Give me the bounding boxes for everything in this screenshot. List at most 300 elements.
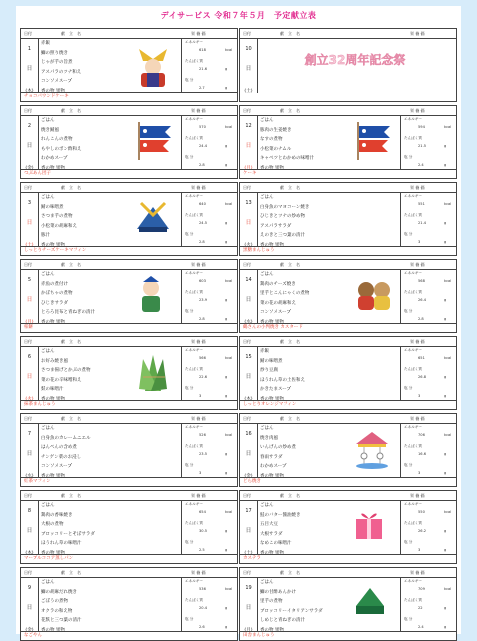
menu-item: 香の物 果物 [260,166,284,171]
nutrition-energy-label: エネルギー [185,348,203,352]
menu-item: 鶏肉の香味焼き [41,512,73,518]
nutrition-energy-label: エネルギー [404,271,422,275]
nutrition-divider [400,423,401,478]
menu-item: 五目大豆 [260,522,278,528]
day-column [21,269,39,324]
menu-item: 鯖の味噌煮 [41,204,64,210]
menu-item: ブロッコリーとそぼサラダ [41,531,95,537]
nutrition-protein-label: たんぱく質 [185,59,203,63]
day-column [240,192,258,247]
menu-item: 小松菜の胡麻和え [41,223,77,229]
day-block [20,336,238,410]
nutrition-unit: g [225,606,228,610]
nutrition-unit: g [225,394,228,398]
nutrition-value: 3 [418,548,421,552]
nutrition-unit: kcal [225,356,233,360]
nutrition-unit: g [225,375,228,379]
day-number: 7 [27,431,32,437]
header-menu: 献 立 名 [280,108,300,113]
menu-item: キャベツとわかめの味噌汁 [260,156,314,162]
nutrition-unit: g [444,548,447,552]
menu-item: 香の物 果物 [41,474,65,479]
day-number: 14 [245,277,252,283]
nutrition-unit: g [225,452,228,456]
menu-item: 里芋とこんにゃくの煮物 [260,291,310,297]
day-block [20,28,238,102]
nutrition-divider [400,346,401,401]
day-mark: 日 [26,605,33,611]
nutrition-divider [400,269,401,324]
nutrition-energy-label: エネルギー [185,579,203,583]
day-block [20,413,238,487]
menu-item: かきたまスープ [260,387,292,393]
day-of-week: (火) [244,243,253,248]
day-block [239,105,457,179]
menu-item: ごはん [260,426,274,431]
block-header [21,29,237,39]
menu-item: 赤飯 [41,41,50,46]
day-of-week: (月) [25,320,34,325]
snack-label: ケーキ [240,169,456,178]
day-number: 13 [245,200,252,206]
nutrition-value: 594 [418,125,425,129]
menu-item: 豚肉の生姜焼き [260,127,292,133]
day-mark: 日 [26,528,33,534]
day-mark: 日 [26,143,33,149]
nutrition-salt-label: 塩 分 [404,309,413,313]
block-header [21,183,237,193]
menu-item: なめこの味噌汁 [260,541,292,547]
menu-item: ごはん [260,272,274,277]
chimaki-icon [133,353,173,397]
header-nutrition: 栄 養 価 [191,339,206,344]
menu-item: 白身魚のマヨコーン焼き [260,204,310,210]
menu-item: えのきと三つ葉の清汁 [260,233,305,239]
day-number: 15 [245,354,252,360]
menu-item: ごはん [41,580,55,585]
nutrition-salt-label: 塩 分 [404,386,413,390]
snack-label: しっとりチーズケーキマフィン [21,246,237,255]
header-menu: 献 立 名 [280,493,300,498]
header-day: 日付 [243,108,251,113]
menu-item: わかめスープ [260,464,287,470]
nutrition-value: 603 [199,279,206,283]
header-menu: 献 立 名 [280,570,300,575]
header-nutrition: 栄 養 価 [410,416,425,421]
nutrition-unit: g [225,240,228,244]
nutrition-unit: g [444,452,447,456]
nutrition-divider [181,423,182,478]
menu-item: しめじと青ねぎの清汁 [260,618,305,624]
nutrition-value: 2.8 [418,317,424,321]
header-nutrition: 栄 養 価 [410,31,425,36]
header-day: 日付 [243,262,251,267]
nutrition-protein-label: たんぱく質 [185,367,203,371]
day-number: 19 [245,585,252,591]
menu-item: 香の物 果物 [260,320,284,325]
nutrition-unit: kcal [225,48,233,52]
nutrition-unit: g [225,67,228,71]
nutrition-unit: g [444,317,447,321]
nutrition-unit: g [225,86,228,90]
nutrition-value: 3 [199,471,202,475]
nutrition-value: 550 [418,510,425,514]
day-of-week: (月) [244,628,253,633]
nutrition-salt-label: 塩 分 [404,540,413,544]
day-number: 9 [27,585,32,591]
menu-item: ごはん [260,118,274,123]
menu-item: コンソメスープ [41,464,72,470]
day-block [239,259,457,333]
menu-item: 香の物 果物 [260,551,284,556]
day-mark: 日 [245,220,252,226]
header-menu: 献 立 名 [61,339,81,344]
nutrition-value: 526 [199,433,206,437]
day-of-week: (水) [25,474,34,479]
nutrition-unit: g [444,240,447,244]
block-header [21,337,237,347]
header-menu: 献 立 名 [61,570,81,575]
nutrition-value: 21.4 [418,221,427,225]
nutrition-unit: kcal [444,202,452,206]
nutrition-unit: g [225,529,228,533]
snack-label: マーブルココア蒸しパン [21,554,237,563]
nutrition-unit: g [225,625,228,629]
day-column [240,577,258,632]
nutrition-value: 2.6 [199,625,205,629]
snack-label: 鶴さんの小判焼き カスタード [240,323,456,332]
block-header [240,491,456,501]
nutrition-energy-label: エネルギー [404,502,422,506]
header-menu: 献 立 名 [280,185,300,190]
menu-item: 大根サラダ [260,531,283,537]
day-column [240,269,258,324]
menu-item: ごはん [260,195,274,200]
nutrition-unit: g [444,221,447,225]
menu-item: 香の物 果物 [260,628,284,633]
nutrition-value: 23.9 [199,298,208,302]
nutrition-value: 2.5 [199,548,205,552]
menu-item: ごはん [41,272,55,277]
day-block [239,28,457,102]
day-number: 6 [27,354,32,360]
nutrition-salt-label: 塩 分 [185,463,194,467]
nutrition-protein-label: たんぱく質 [185,598,203,602]
menu-item: じゃが芋の旨煮 [41,60,73,66]
nutrition-salt-label: 塩 分 [404,155,413,159]
day-column [240,500,258,555]
day-number: 3 [27,200,32,206]
nutrition-energy-label: エネルギー [185,271,203,275]
nutrition-divider [181,346,182,401]
day-number: 8 [27,508,32,514]
menu-item: なすの煮物 [260,137,283,143]
menu-item: お好み焼き風 [41,358,68,364]
gift-icon [352,507,386,545]
menu-item: 菜の花の辛味噌和え [41,377,82,383]
nutrition-energy-label: エネルギー [404,579,422,583]
nutrition-value: 2.8 [199,317,205,321]
menu-item: わかめスープ [41,156,68,162]
nutrition-value: 618 [199,48,206,52]
nutrition-unit: g [225,317,228,321]
header-menu: 献 立 名 [61,262,81,267]
nutrition-value: 21.6 [199,67,208,71]
day-column [240,115,258,170]
menu-item: コンソメスープ [260,310,291,316]
nutrition-unit: g [444,375,447,379]
nutrition-value: 2.7 [199,86,205,90]
menu-item: ほうれん草の味噌汁 [41,541,82,547]
menu-item: ひじきとツナの炒め物 [260,214,305,220]
menu-item: ブロッコリーイタリアンサラダ [260,608,323,614]
nutrition-energy-label: エネルギー [404,117,422,121]
anniversary-banner: 創立32周年記念祭 [304,53,406,67]
header-menu: 献 立 名 [280,262,300,267]
header-day: 日付 [243,339,251,344]
snack-label: どら焼き [240,477,456,486]
snack-label: カステラ [240,554,456,563]
menu-item: 麩の味噌汁 [41,387,64,393]
day-column [21,577,39,632]
menu-item: ごはん [41,195,55,200]
day-of-week: (木) [244,397,253,402]
nutrition-value: 536 [199,587,206,591]
day-block [20,490,238,564]
header-nutrition: 栄 養 価 [191,493,206,498]
menu-item: はんぺんの含め煮 [41,445,77,451]
nutrition-salt-label: 塩 分 [185,309,194,313]
day-block [20,105,238,179]
koinobori2-icon [352,122,396,164]
menu-item: 香の物 果物 [260,474,284,479]
day-of-week: (月) [244,166,253,171]
nutrition-divider [400,115,401,170]
block-header [21,568,237,578]
nutrition-divider [400,500,401,555]
menu-item: いんげんの炒め煮 [260,445,296,451]
header-day: 日付 [24,339,32,344]
nutrition-unit: g [444,163,447,167]
nutrition-value: 24.4 [199,144,208,148]
block-header [240,414,456,424]
menu-item: 鶏肉のチーズ焼き [260,281,296,287]
day-mark: 日 [26,297,33,303]
nutrition-value: 16.6 [418,452,427,456]
day-block [239,336,457,410]
day-column [21,423,39,478]
nutrition-unit: g [444,625,447,629]
block-header [240,260,456,270]
nutrition-value: 26.2 [418,529,427,533]
day-mark: 日 [245,66,252,72]
kid-icon [133,276,169,320]
nutrition-divider [181,577,182,632]
menu-item: 里芋の煮物 [260,599,283,605]
nutrition-value: 568 [418,279,425,283]
menu-item: 香の物 果物 [41,89,65,94]
day-of-week: (火) [25,397,34,402]
menu-item: ごはん [41,349,55,354]
header-nutrition: 栄 養 価 [410,262,425,267]
samurai-icon [133,45,173,93]
menu-item: 小松菜のナムル [260,146,292,152]
header-menu: 献 立 名 [280,31,300,36]
day-column [21,192,39,247]
nutrition-value: 26.4 [418,298,427,302]
day-mark: 日 [245,143,252,149]
day-number: 10 [245,46,252,52]
day-mark: 日 [245,605,252,611]
menu-item: ごはん [41,426,55,431]
menu-item: 鰤の照り焼き [41,50,68,56]
nutrition-salt-label: 塩 分 [404,463,413,467]
snack-label: 田舎まんじゅう [240,631,456,640]
menu-item: さつま揚げとかぶの煮物 [41,368,91,374]
menu-item: ごはん [41,118,55,123]
day-of-week: (木) [25,89,34,94]
nutrition-value: 709 [418,587,425,591]
menu-item: 香の物 果物 [260,243,284,248]
nutrition-unit: g [444,606,447,610]
page-title: デイサービス 令和７年５月 予定献立表 [160,11,317,20]
day-block [239,490,457,564]
nutrition-value: 20.4 [199,606,208,610]
block-header [21,491,237,501]
header-nutrition: 栄 養 価 [410,339,425,344]
nutrition-unit: g [225,548,228,552]
nutrition-energy-label: エネルギー [185,502,203,506]
koinobori-icon [133,122,177,164]
menu-item: ごはん [260,503,274,508]
day-mark: 日 [26,220,33,226]
menu-item: もやしのポン酢和え [41,146,82,152]
header-nutrition: 栄 養 価 [410,185,425,190]
day-mark: 日 [245,297,252,303]
kabuto-icon [133,199,173,239]
nutrition-divider [181,192,182,247]
nutrition-value: 22 [418,606,423,610]
day-number: 5 [27,277,32,283]
nutrition-value: 3 [418,471,421,475]
menu-item: 香の物 果物 [41,243,65,248]
header-menu: 献 立 名 [61,108,81,113]
menu-item: 焼き肉風 [260,435,278,441]
nutrition-divider [400,577,401,632]
snack-label: つぶあん団子 [21,169,237,178]
nutrition-salt-label: 塩 分 [185,540,194,544]
day-column [240,346,258,401]
menu-item: 豚汁 [41,233,50,239]
nutrition-salt-label: 塩 分 [185,232,194,236]
day-mark: 日 [26,451,33,457]
nutrition-value: 24.5 [199,221,208,225]
nutrition-divider [181,269,182,324]
menu-item: 大根の煮物 [41,522,64,528]
nutrition-value: 2.4 [418,163,424,167]
nutrition-protein-label: たんぱく質 [404,136,422,140]
nutrition-value: 26.8 [418,375,427,379]
nutrition-value: 2.8 [199,240,205,244]
header-menu: 献 立 名 [61,185,81,190]
nutrition-protein-label: たんぱく質 [185,521,203,525]
header-nutrition: 栄 養 価 [191,262,206,267]
header-day: 日付 [243,31,251,36]
nutrition-energy-label: エネルギー [185,425,203,429]
header-nutrition: 栄 養 価 [410,493,425,498]
nutrition-protein-label: たんぱく質 [404,290,422,294]
nutrition-value: 2.4 [418,625,424,629]
menu-item: アスパラサラダ [260,223,292,229]
day-of-week: (土) [244,89,253,94]
nutrition-unit: kcal [225,510,233,514]
header-nutrition: 栄 養 価 [191,108,206,113]
day-column [21,346,39,401]
carousel-icon [352,430,392,474]
nutrition-unit: kcal [225,202,233,206]
nutrition-unit: kcal [444,433,452,437]
nutrition-salt-label: 塩 分 [404,617,413,621]
block-header [240,106,456,116]
nutrition-protein-label: たんぱく質 [404,598,422,602]
menu-item: 炒り豆腐 [260,368,278,374]
header-day: 日付 [243,493,251,498]
menu-item: れんこんの煮物 [41,137,73,143]
menu-item: 白身魚のカレームニエル [41,435,91,441]
nutrition-unit: g [444,471,447,475]
header-day: 日付 [243,570,251,575]
block-header [240,337,456,347]
day-of-week: (木) [25,551,34,556]
snack-label: チョコパウンドケーキ [21,92,237,101]
menu-item: 赤飯 [260,349,269,354]
nutrition-salt-label: 塩 分 [185,155,194,159]
menu-item: 菜の花の胡麻和え [260,300,296,306]
nutrition-value: 30.5 [199,529,208,533]
day-mark: 日 [245,451,252,457]
day-mark: 日 [26,66,33,72]
bears-icon [352,276,396,316]
day-column [21,115,39,170]
day-number: 16 [245,431,252,437]
day-of-week: (土) [244,551,253,556]
snack-label: 紅茶マフィン [21,477,237,486]
header-menu: 献 立 名 [61,416,81,421]
nutrition-unit: g [444,529,447,533]
header-nutrition: 栄 養 価 [191,31,206,36]
nutrition-protein-label: たんぱく質 [404,444,422,448]
header-nutrition: 栄 養 価 [410,570,425,575]
nutrition-value: 22.6 [199,375,208,379]
nutrition-value: 3 [199,394,202,398]
menu-item: チンゲン菜のお浸し [41,454,82,460]
nutrition-salt-label: 塩 分 [185,78,194,82]
menu-item: 春雨サラダ [260,454,283,460]
nutrition-value: 651 [418,356,425,360]
nutrition-divider [181,38,182,93]
day-block [20,567,238,641]
cap-icon [352,584,388,622]
nutrition-value: 3 [418,394,421,398]
day-of-week: (金) [25,166,34,171]
header-menu: 献 立 名 [61,31,81,36]
nutrition-unit: g [225,144,228,148]
header-nutrition: 栄 養 価 [410,108,425,113]
day-number: 2 [27,123,32,129]
nutrition-protein-label: たんぱく質 [185,290,203,294]
menu-item: さつま芋の煮物 [41,214,73,220]
menu-item: かぼちゃの煮物 [41,291,73,297]
